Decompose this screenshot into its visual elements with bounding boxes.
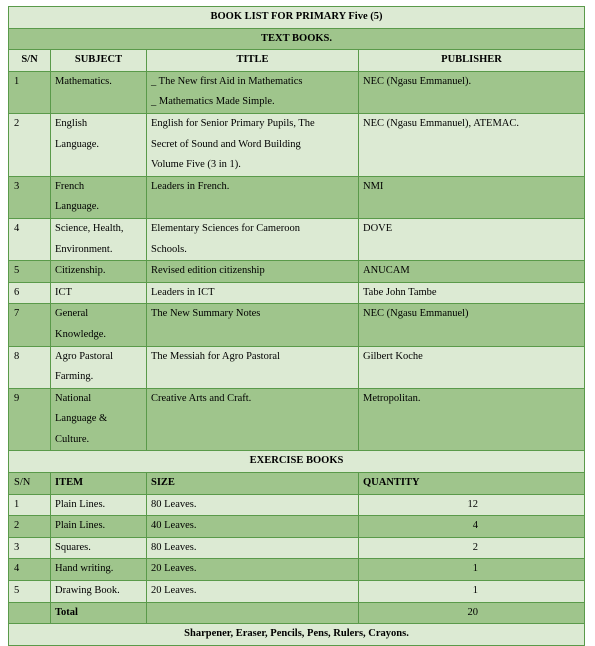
textbook-subject-line: Farming. <box>55 371 94 383</box>
textbook-title-line: Secret of Sound and Word Building <box>151 138 301 150</box>
textbook-subject-line: National <box>55 392 92 404</box>
textbook-subject-line: Environment. <box>55 243 113 255</box>
textbook-publisher <box>359 346 585 388</box>
textbook-publisher <box>359 261 585 283</box>
col-header-subject: SUBJECT <box>51 50 147 72</box>
exercise-sn: 5 <box>9 581 51 603</box>
exercise-size: 20 Leaves. <box>147 581 359 603</box>
textbook-title-line: Creative Arts and Craft. <box>151 392 252 404</box>
textbook-subject <box>51 282 147 304</box>
textbook-row <box>9 113 585 176</box>
textbook-publisher-line: Gilbert Koche <box>363 350 423 362</box>
textbook-row <box>9 282 585 304</box>
textbook-subject-line: General <box>55 308 89 320</box>
textbook-subject-line: Language. <box>55 201 100 213</box>
textbook-publisher-line: Metropolitan. <box>363 392 421 404</box>
textbook-sn: 2 <box>9 113 51 176</box>
textbook-sn: 4 <box>9 218 51 260</box>
book-list-body <box>9 7 585 646</box>
textbook-title-line: _ The New first Aid in Mathematics <box>151 75 303 87</box>
textbook-title-line: English for Senior Primary Pupils, The <box>151 117 315 129</box>
textbooks-heading-row <box>9 28 585 50</box>
footer-row <box>9 624 585 646</box>
textbook-sn: 7 <box>9 304 51 346</box>
textbook-subject-line: ICT <box>55 286 72 298</box>
col-header-quantity: QUANTITY <box>359 473 585 495</box>
textbook-subject-line: Citizenship. <box>55 265 106 277</box>
book-list-sheet <box>8 6 584 646</box>
textbook-subject-line: English <box>55 117 88 129</box>
textbook-subject-line: Language. <box>55 138 100 150</box>
total-size-blank <box>147 602 359 624</box>
exercise-quantity: 2 <box>359 537 585 559</box>
textbook-publisher <box>359 113 585 176</box>
textbook-sn: 8 <box>9 346 51 388</box>
textbook-row <box>9 388 585 451</box>
total-label: Total <box>51 602 147 624</box>
exercise-quantity: 12 <box>359 494 585 516</box>
textbook-subject <box>51 388 147 451</box>
textbook-sn: 1 <box>9 71 51 113</box>
exercise-size: 40 Leaves. <box>147 516 359 538</box>
total-row <box>9 602 585 624</box>
textbook-publisher-line: ANUCAM <box>363 265 410 277</box>
textbook-title <box>147 282 359 304</box>
exercise-sn: 1 <box>9 494 51 516</box>
textbook-publisher-line: NEC (Ngasu Emmanuel) <box>363 308 469 320</box>
textbook-subject-line: Science, Health, <box>55 222 124 234</box>
textbook-title-line: Leaders in French. <box>151 180 230 192</box>
textbook-publisher-line: NMI <box>363 180 384 192</box>
textbook-title <box>147 176 359 218</box>
textbook-sn: 9 <box>9 388 51 451</box>
textbook-publisher <box>359 71 585 113</box>
textbook-subject-line: Agro Pastoral <box>55 350 114 362</box>
textbook-title-line: Revised edition citizenship <box>151 265 265 277</box>
textbook-subject-line: Culture. <box>55 433 90 445</box>
textbook-subject-line: French <box>55 180 85 192</box>
textbook-row <box>9 176 585 218</box>
textbook-row <box>9 261 585 283</box>
exercise-heading: EXERCISE BOOKS <box>9 451 585 473</box>
textbook-title <box>147 261 359 283</box>
page-title: BOOK LIST FOR PRIMARY Five (5) <box>9 7 585 29</box>
col-header-item: ITEM <box>51 473 147 495</box>
textbook-subject-line: Knowledge. <box>55 328 107 340</box>
textbook-row <box>9 218 585 260</box>
exercise-row <box>9 516 585 538</box>
exercise-row <box>9 559 585 581</box>
textbook-row <box>9 304 585 346</box>
total-blank <box>9 602 51 624</box>
textbooks-heading: TEXT BOOKS. <box>9 28 585 50</box>
col-header-sn: S/N <box>9 473 51 495</box>
exercise-quantity: 1 <box>359 559 585 581</box>
textbook-subject <box>51 71 147 113</box>
textbook-subject-line: Mathematics. <box>55 75 112 87</box>
textbook-title <box>147 304 359 346</box>
textbook-publisher <box>359 282 585 304</box>
book-list-table <box>8 6 585 646</box>
textbook-subject <box>51 304 147 346</box>
exercise-item: Squares. <box>51 537 147 559</box>
exercise-header-row <box>9 473 585 495</box>
exercise-item: Plain Lines. <box>51 494 147 516</box>
textbook-title <box>147 113 359 176</box>
exercise-size: 20 Leaves. <box>147 559 359 581</box>
exercise-size: 80 Leaves. <box>147 537 359 559</box>
textbook-publisher-line: DOVE <box>363 222 393 234</box>
textbook-sn: 3 <box>9 176 51 218</box>
col-header-title: TITLE <box>147 50 359 72</box>
exercise-row <box>9 581 585 603</box>
exercise-row <box>9 494 585 516</box>
textbook-row <box>9 346 585 388</box>
total-value: 20 <box>359 602 585 624</box>
supplies-list: Sharpener, Eraser, Pencils, Pens, Rulers, Crayons. <box>9 624 585 646</box>
textbook-title-line: Volume Five (3 in 1). <box>151 159 241 171</box>
textbook-title-line: The Messiah for Agro Pastoral <box>151 350 280 362</box>
textbook-title <box>147 346 359 388</box>
textbook-publisher <box>359 304 585 346</box>
textbook-title <box>147 71 359 113</box>
col-header-size: SIZE <box>147 473 359 495</box>
exercise-size: 80 Leaves. <box>147 494 359 516</box>
exercise-heading-row <box>9 451 585 473</box>
exercise-item: Plain Lines. <box>51 516 147 538</box>
textbook-publisher-line: NEC (Ngasu Emmanuel), ATEMAC. <box>363 117 520 129</box>
textbook-title-line: Elementary Sciences for Cameroon <box>151 222 300 234</box>
textbook-title <box>147 218 359 260</box>
textbook-title-line: The New Summary Notes <box>151 308 261 320</box>
textbook-subject <box>51 346 147 388</box>
textbook-publisher-line: Tabe John Tambe <box>363 286 437 298</box>
textbook-title-line: Leaders in ICT <box>151 286 215 298</box>
textbook-title <box>147 388 359 451</box>
textbook-sn: 6 <box>9 282 51 304</box>
textbook-subject <box>51 261 147 283</box>
exercise-quantity: 4 <box>359 516 585 538</box>
textbook-publisher <box>359 218 585 260</box>
textbook-publisher-line: NEC (Ngasu Emmanuel). <box>363 75 472 87</box>
textbook-subject <box>51 113 147 176</box>
exercise-sn: 2 <box>9 516 51 538</box>
col-header-sn: S/N <box>9 50 51 72</box>
exercise-quantity: 1 <box>359 581 585 603</box>
textbook-row <box>9 71 585 113</box>
title-row <box>9 7 585 29</box>
textbook-title-line: Schools. <box>151 243 187 255</box>
exercise-sn: 3 <box>9 537 51 559</box>
textbook-subject <box>51 176 147 218</box>
textbook-subject-line: Language & <box>55 413 108 425</box>
col-header-publisher: PUBLISHER <box>359 50 585 72</box>
textbook-publisher <box>359 388 585 451</box>
exercise-row <box>9 537 585 559</box>
exercise-sn: 4 <box>9 559 51 581</box>
exercise-item: Hand writing. <box>51 559 147 581</box>
textbook-subject <box>51 218 147 260</box>
textbooks-header-row <box>9 50 585 72</box>
textbook-title-line: _ Mathematics Made Simple. <box>151 96 275 108</box>
exercise-item: Drawing Book. <box>51 581 147 603</box>
textbook-sn: 5 <box>9 261 51 283</box>
textbook-publisher <box>359 176 585 218</box>
